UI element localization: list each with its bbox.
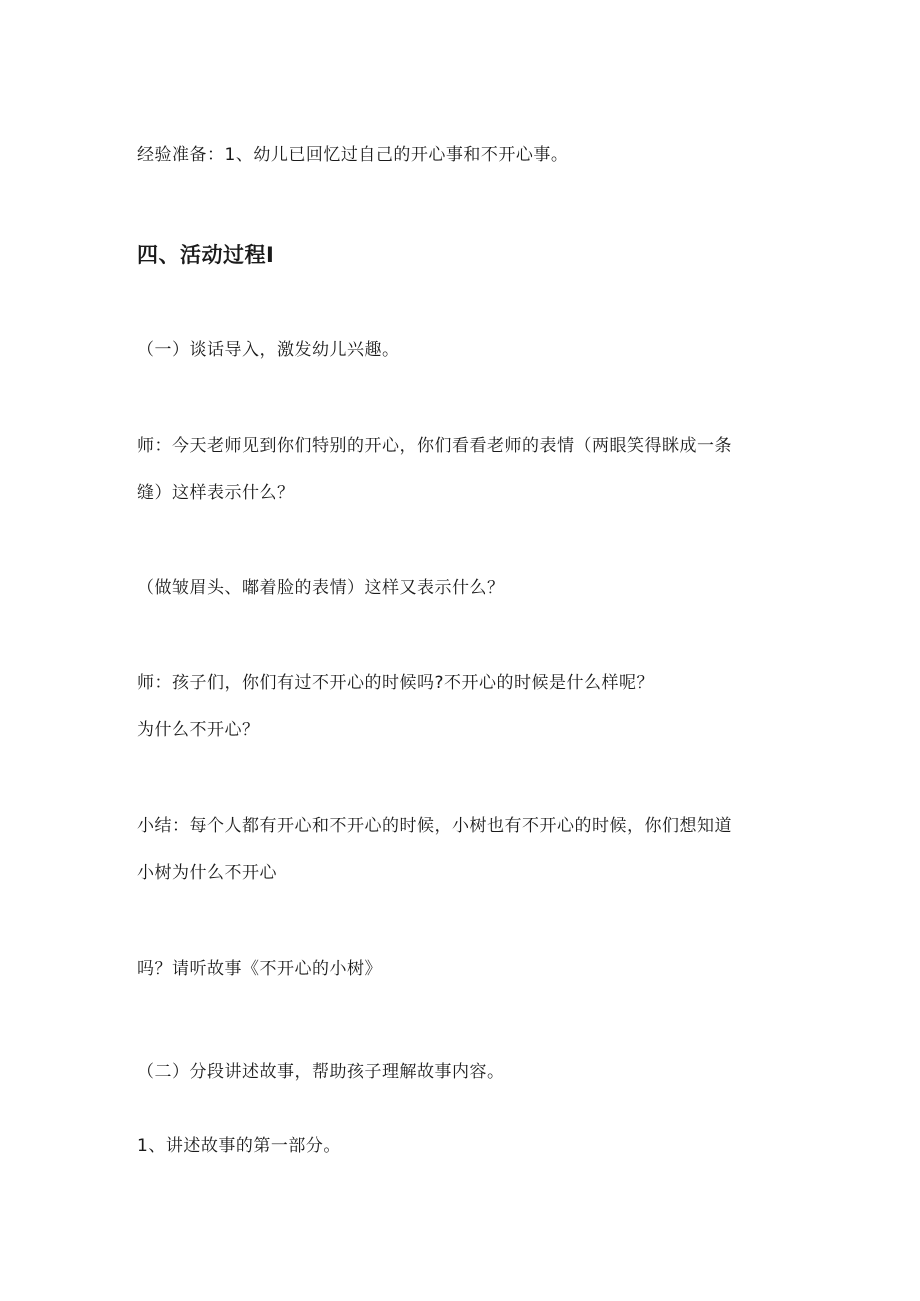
step-1-text: 1、讲述故事的第一部分。 [137,1136,341,1156]
part1-title: （一）谈话导入，激发幼儿兴趣。 [137,340,400,360]
teacher-dialogue-2-line-1: 师：孩子们，你们有过不开心的时候吗?不开心的时候是什么样呢？ [137,673,655,693]
section-title: 四、活动过程I [137,243,275,267]
summary-line-3: 吗？请听故事《不开心的小树》 [137,959,382,979]
experience-prep-text: 经验准备：1、幼儿已回忆过自己的开心事和不开心事。 [137,145,569,165]
teacher-dialogue-1-line-3: （做皱眉头、嘟着脸的表情）这样又表示什么？ [137,578,505,598]
summary-line-2: 小树为什么不开心 [137,863,277,883]
teacher-dialogue-1-line-2: 缝）这样表示什么？ [137,483,295,503]
teacher-dialogue-2-line-2: 为什么不开心？ [137,720,260,740]
summary-line-1: 小结：每个人都有开心和不开心的时候，小树也有不开心的时候，你们想知道 [137,816,732,836]
part2-title: （二）分段讲述故事，帮助孩子理解故事内容。 [137,1062,505,1082]
teacher-dialogue-1-line-1: 师：今天老师见到你们特别的开心，你们看看老师的表情（两眼笑得眯成一条 [137,436,732,456]
